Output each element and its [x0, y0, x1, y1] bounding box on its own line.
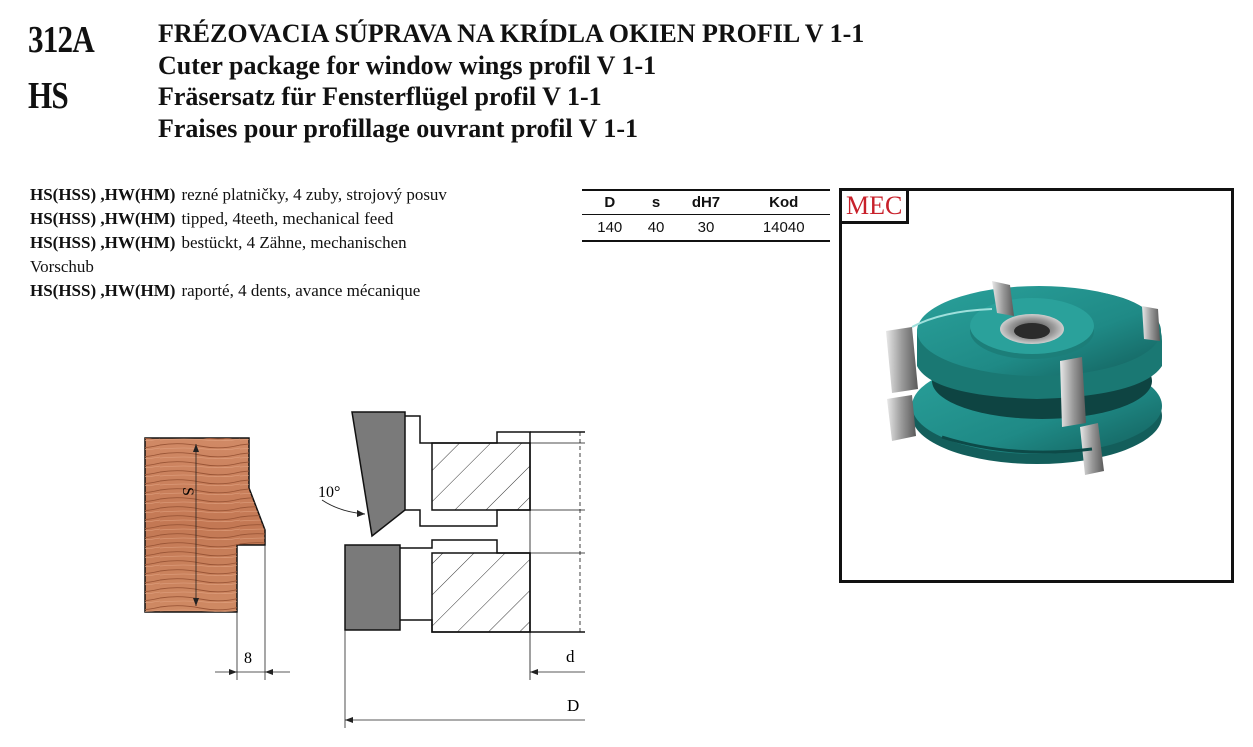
dimension-D-label: D — [567, 696, 580, 715]
header-D: D — [582, 190, 638, 215]
cutter-section — [345, 412, 585, 680]
material-label: HS(HSS) ,HW(HM) — [30, 233, 176, 252]
title-english: Cuter package for window wings profil V 1-1 — [158, 50, 657, 80]
dimension-d — [530, 669, 585, 675]
material-label: HS(HSS) ,HW(HM) — [30, 185, 176, 204]
cell-s: 40 — [638, 215, 675, 242]
title-french: Fraises pour profillage ouvrant profil V 1-1 — [158, 113, 639, 143]
angle-marker — [322, 500, 365, 517]
brand-logo: MEC — [839, 188, 909, 224]
product-code-type: HS — [28, 75, 68, 117]
description-german-cont: Vorschub — [30, 257, 94, 276]
dimension-D — [345, 630, 585, 728]
header-kod: Kod — [737, 190, 830, 215]
dimension-d-label: d — [566, 647, 575, 666]
cell-dH7: 30 — [675, 215, 738, 242]
title-slovak: FRÉZOVACIA SÚPRAVA NA KRÍDLA OKIEN PROFIL V 1-1 — [158, 19, 865, 48]
description-text: rezné platničky, 4 zuby, strojový posuv — [181, 185, 447, 204]
material-label: HS(HSS) ,HW(HM) — [30, 209, 176, 228]
cell-D: 140 — [582, 215, 638, 242]
description-text: raporté, 4 dents, avance mécanique — [181, 281, 421, 300]
header-dH7: dH7 — [675, 190, 738, 215]
wood-profile — [145, 438, 265, 612]
cell-kod: 14040 — [737, 215, 830, 242]
description-text: bestückt, 4 Zähne, mechanischen — [181, 233, 407, 252]
header-s: s — [638, 190, 675, 215]
product-code-number: 312A — [28, 19, 94, 61]
angle-label: 10° — [318, 484, 341, 501]
dimension-s-label: S — [179, 487, 196, 496]
description-text: tipped, 4teeth, mechanical feed — [181, 209, 394, 228]
dimension-8-label: 8 — [244, 650, 252, 667]
material-label: HS(HSS) ,HW(HM) — [30, 281, 176, 300]
title-german: Fräsersatz für Fensterflügel profil V 1-1 — [158, 82, 602, 111]
